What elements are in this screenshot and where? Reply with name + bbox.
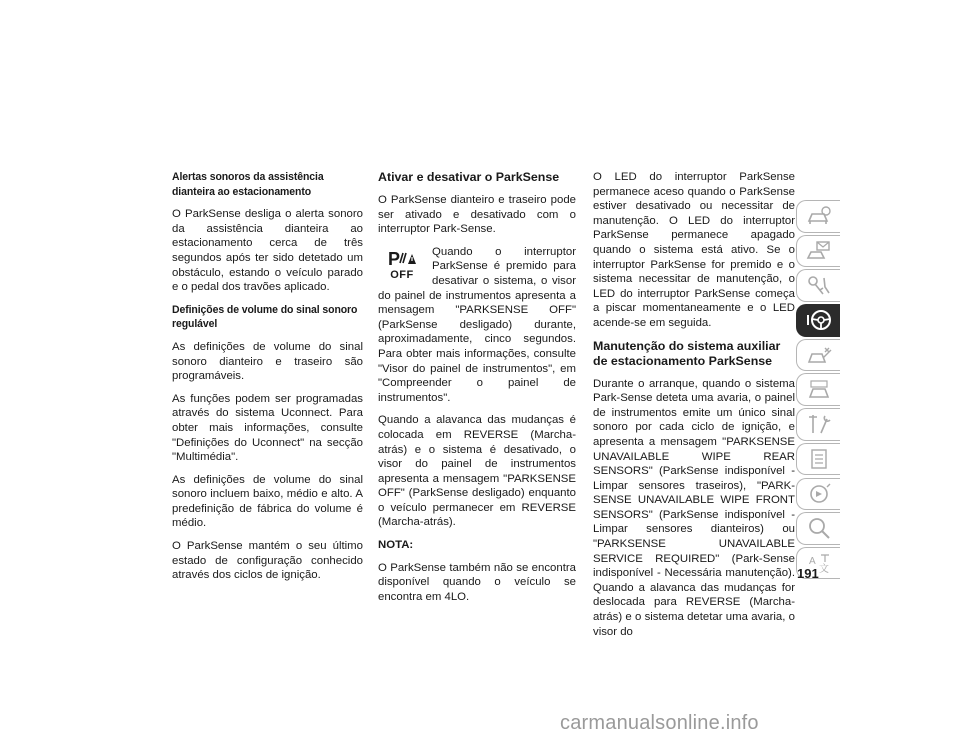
car-crash-icon [805, 342, 833, 368]
list-icon [805, 446, 833, 472]
chapter-tab-8[interactable] [796, 443, 840, 476]
chapter-tabs [796, 200, 844, 582]
chapter-tab-2[interactable] [796, 235, 840, 268]
parksense-symbol [387, 249, 417, 269]
paragraph-toggle-2: Quando o interruptor ParkSense é premido para desativar o sistema, o visor do painel de instrumentos apresenta a mensagem "PARKSENSE OFF" (ParkSense desligado) durante, aproximadamente, cinco segundos. Para obter mais informações, consulte "Visor do painel de instrumentos", em "Compreender o painel de instrumentos". [378, 245, 576, 404]
car-info-icon [805, 203, 833, 229]
column-middle [378, 170, 576, 612]
svg-text:P: P [388, 248, 401, 269]
heading-rear-alerts: Alertas sonoros da assistência dianteira ao estacionamento [172, 171, 324, 198]
paragraph-volume-2: As funções podem ser programadas através do sistema Uconnect. Para obter mais informações, consulte "Definições do Uconnect" na secção "Multimédia". [172, 392, 363, 464]
car-mail-icon [805, 238, 833, 264]
parksense-off-icon [380, 245, 424, 285]
paragraph-volume-4: O ParkSense mantém o seu último estado de configuração conhecido através dos ciclos de ignição. [172, 540, 363, 582]
paragraph-led: O LED do interruptor ParkSense permanece aceso quando o ParkSense estiver desativado ou necessitar de manutenção. O LED do interruptor ParkSense permanece apagado quando o sistema está ativo. Se o interruptor ParkSense for premido e o sistema necessitar de manutenção, o LED do interruptor ParkSense começa a piscar momentaneamente e o LED acende-se em seguida. [593, 171, 795, 329]
paragraph-volume-3: As definições de volume do sinal sonoro incluem baixo, médio e alto. A predefinição de fábrica do volume é médio. [172, 473, 363, 530]
parksense-off-label: OFF [390, 268, 414, 281]
chapter-tab-7[interactable] [796, 408, 840, 441]
paragraph-service: Durante o arranque, quando o sistema Park-Sense deteta uma avaria, o painel de instrumentos emite um único sinal sonoro por cada ciclo de ignição, e apresenta a mensagem "PARKSENSE UNAVAILABLE WIPE REAR SENSORS" (ParkSense indisponível - Limpar sensores traseiros), "PARK-SENSE UNAVAILABLE WIPE FRONT SENSORS" (ParkSense indisponível - Limpar sensores dianteiros) ou "PARKSENSE UNAVAILABLE SERVICE REQUIRED" (Park-Sense indisponível - Necessária manutenção). Quando a alavanca das mudanças for deslocada para REVERSE (Marcha-atrás) e o sistema detetar uma avaria, o visor do [593, 377, 795, 638]
steering-wheel-icon [805, 307, 833, 333]
paragraph-toggle-1: O ParkSense dianteiro e traseiro pode ser ativado e desativado com o interruptor Park-Sense. [378, 194, 576, 236]
chapter-tab-10[interactable] [796, 512, 840, 545]
multimedia-icon [805, 481, 833, 507]
car-service-icon [805, 377, 833, 403]
svg-text:文: 文 [818, 564, 829, 576]
paragraph-toggle-2-block [378, 245, 576, 406]
search-icon [805, 515, 833, 541]
chapter-tab-1[interactable] [796, 200, 840, 233]
paragraph-volume-1: As definições de volume do sinal sonoro dianteiro e traseiro são programáveis. [172, 340, 363, 383]
wrench-icon [805, 411, 833, 437]
note-body: O ParkSense também não se encontra disponível quando o veículo se encontra em 4LO. [378, 561, 576, 603]
key-seat-icon [805, 273, 833, 299]
column-left [172, 170, 363, 591]
chapter-tab-9[interactable] [796, 478, 840, 511]
heading-volume: Definições de volume do sinal sonoro regulável [172, 303, 358, 331]
chapter-tab-5[interactable] [796, 339, 840, 372]
chapter-tab-4[interactable] [796, 304, 840, 337]
chapter-tab-3[interactable] [796, 269, 840, 302]
heading-toggle: Ativar e desativar o ParkSense [378, 170, 560, 184]
svg-text:A: A [808, 556, 816, 568]
paragraph-rear-alerts: O ParkSense desliga o alerta sonoro da assistência dianteira ao estacionamento cerca de três segundos após ter sido detetado um obstáculo, estando o veículo parado e o pedal dos travões aplicado. [172, 208, 363, 294]
chapter-tab-6[interactable] [796, 373, 840, 406]
paragraph-toggle-3: Quando a alavanca das mudanças é colocada em REVERSE (Marcha-atrás) e o sistema é desativado, o visor do painel de instrumentos apresenta a mensagem "PARKSENSE OFF" (ParkSense desligado) enquanto o veículo permanecer em REVERSE (Marcha-atrás). [378, 414, 576, 529]
watermark: carmanualsonline.info [560, 712, 759, 734]
page-number: 191 [797, 566, 819, 581]
column-right [593, 170, 795, 647]
heading-service: Manutenção do sistema auxiliar de estacionamento ParkSense [593, 338, 781, 368]
note-title: NOTA: [378, 539, 414, 552]
